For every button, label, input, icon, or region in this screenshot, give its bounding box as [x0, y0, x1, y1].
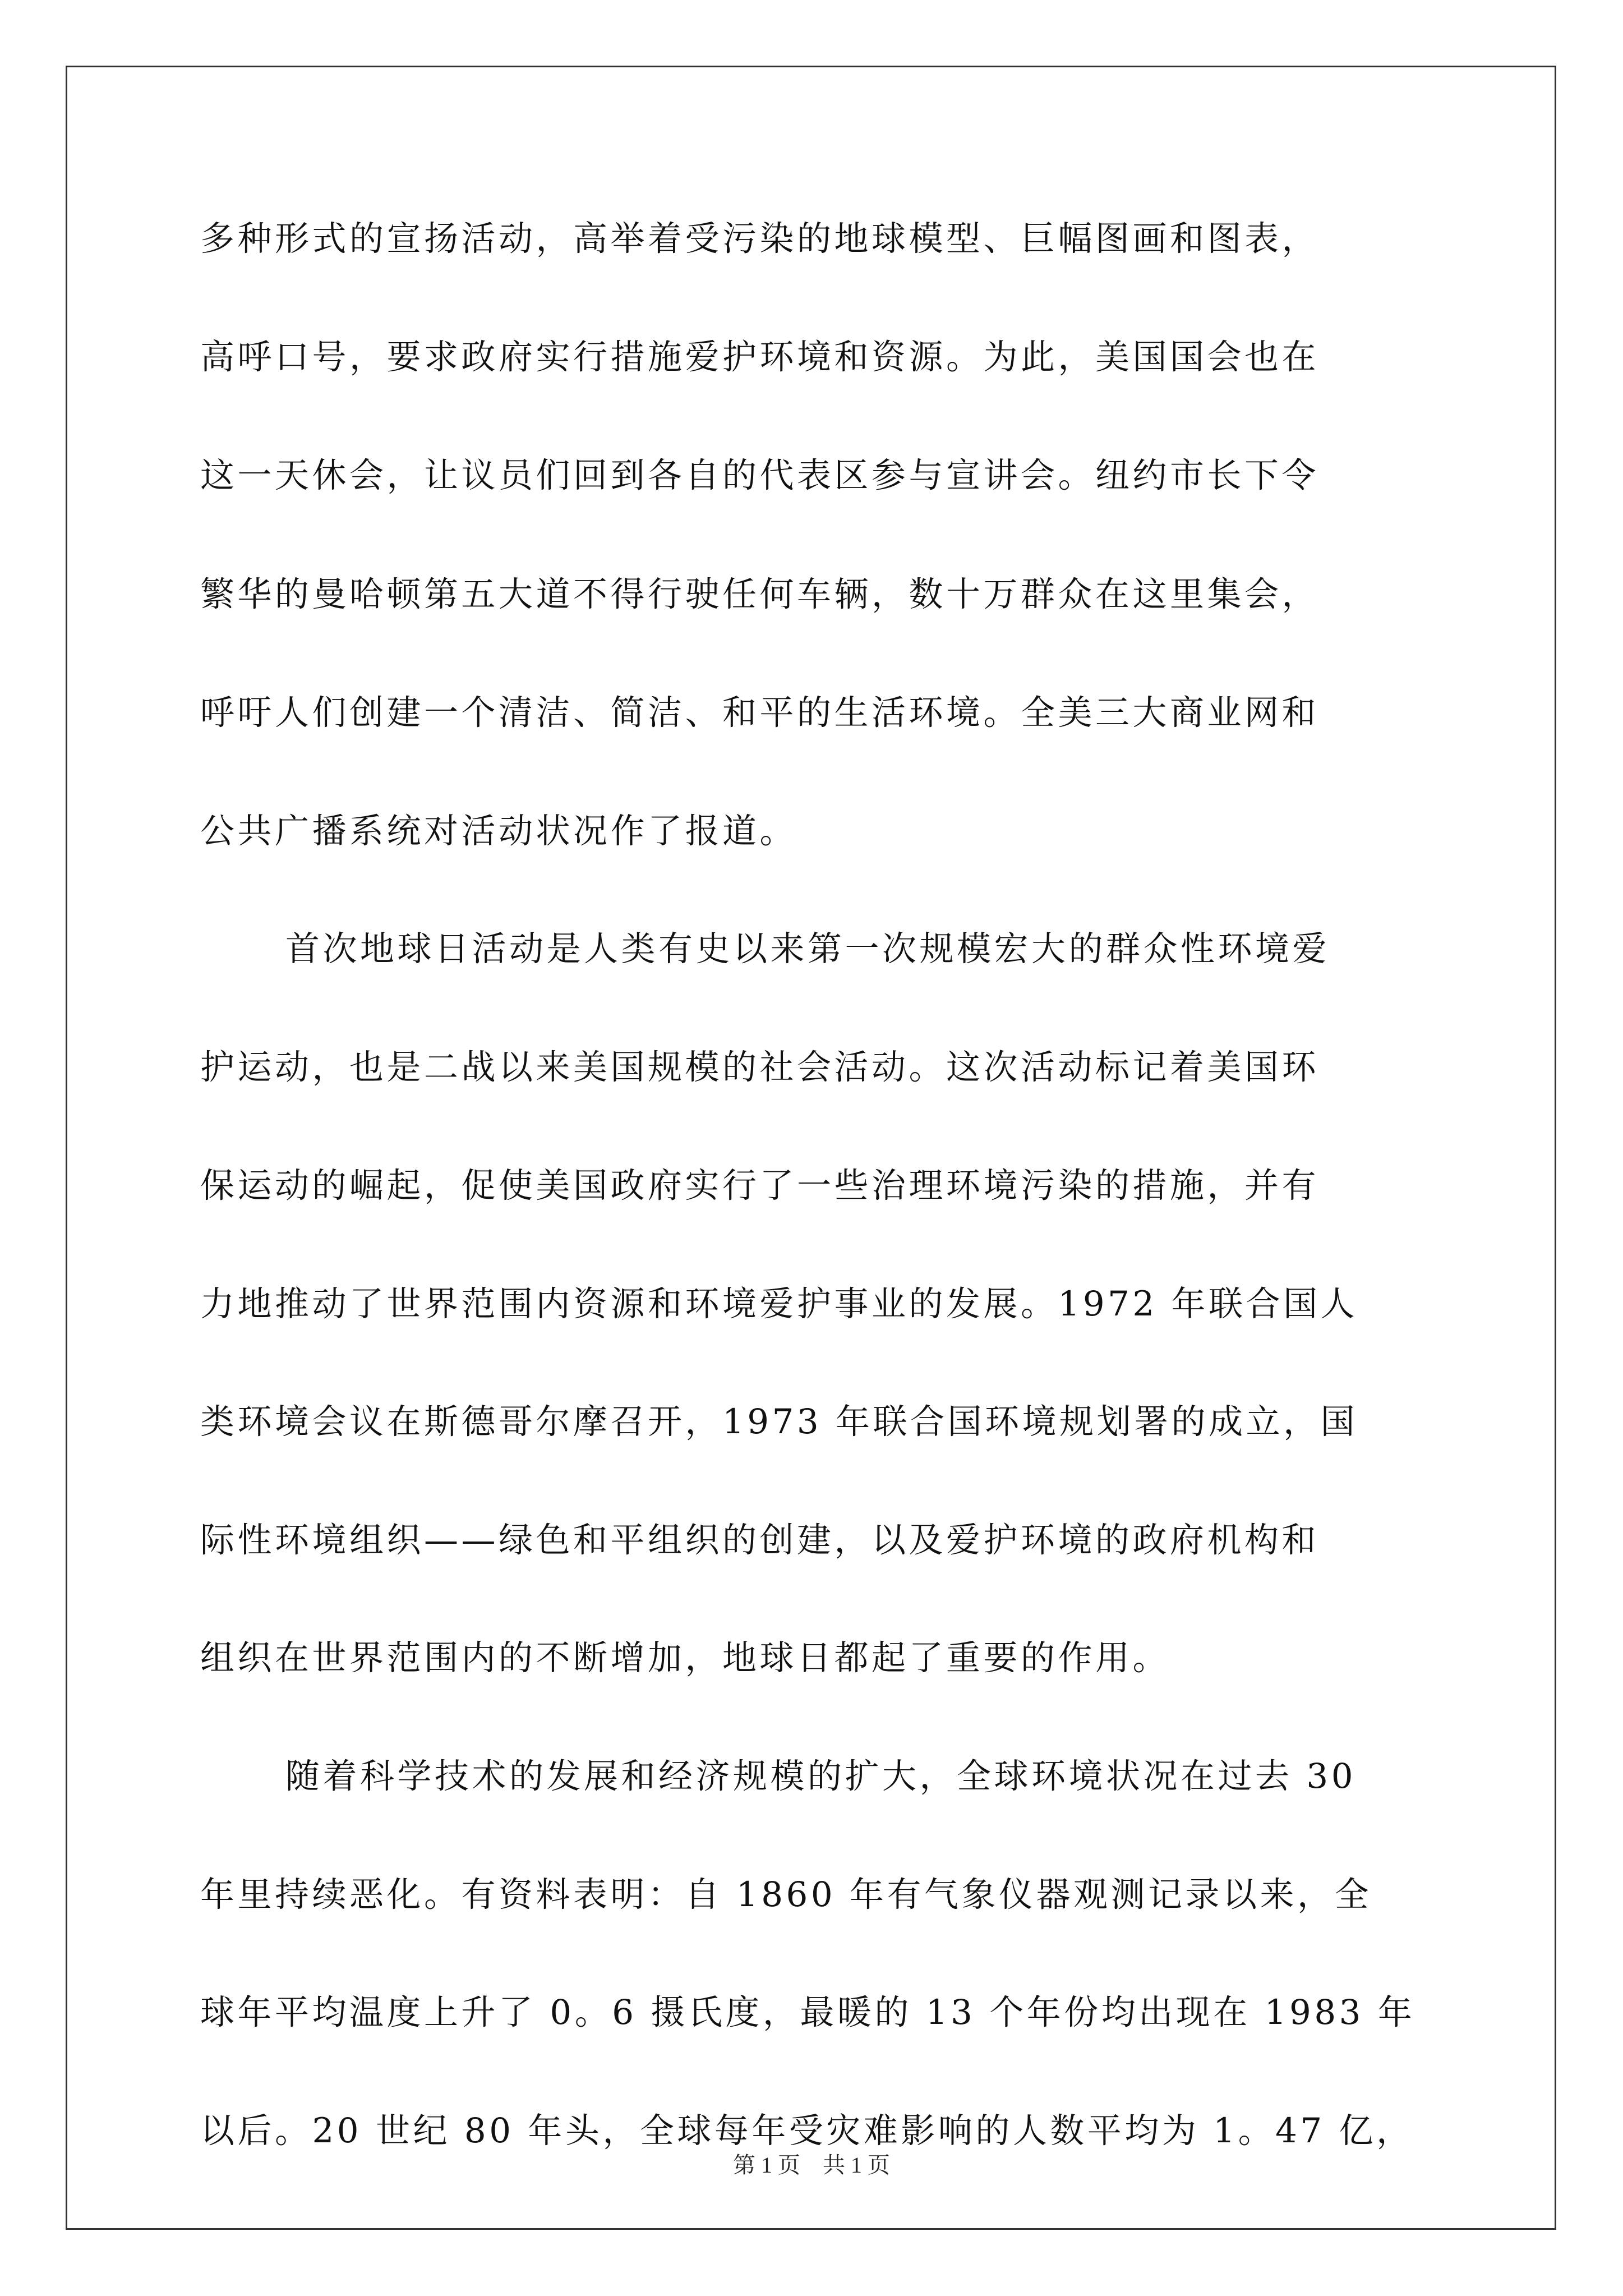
text-line: 护运动，也是二战以来美国规模的社会活动。这次活动标记着美国环: [200, 1047, 1320, 1087]
text-line: 保运动的崛起，促使美国政府实行了一些治理环境污染的措施，并有: [200, 1166, 1320, 1205]
text-line: 以后。20 世纪 80 年头，全球每年受灾难影响的人数平均为 1。47 亿，: [200, 2111, 1414, 2151]
text-line: 公共广播系统对活动状况作了报道。: [200, 811, 797, 851]
text-line: 这一天休会，让议员们回到各自的代表区参与宣讲会。纽约市长下令: [200, 455, 1320, 495]
text-line: 繁华的曼哈顿第五大道不得行驶任何车辆，数十万群众在这里集会，: [200, 574, 1320, 614]
text-line: 际性环境组织——绿色和平组织的创建，以及爱护环境的政府机构和: [200, 1520, 1320, 1560]
text-line: 力地推动了世界范围内资源和环境爱护事业的发展。1972 年联合国人: [200, 1284, 1358, 1324]
text-line: 类环境会议在斯德哥尔摩召开，1973 年联合国环境规划署的成立，国: [200, 1402, 1358, 1442]
text-line: 高呼口号，要求政府实行措施爱护环境和资源。为此，美国国会也在: [200, 337, 1320, 377]
text-line: 首次地球日活动是人类有史以来第一次规模宏大的群众性环境爱: [285, 929, 1330, 969]
text-line: 呼吁人们创建一个清洁、简洁、和平的生活环境。全美三大商业网和: [200, 693, 1320, 733]
page-footer: 第 1 页 共 1 页: [733, 2152, 890, 2178]
text-line: 年里持续恶化。有资料表明：自 1860 年有气象仪器观测记录以来，全: [200, 1875, 1372, 1915]
text-line: 球年平均温度上升了 0。6 摄氏度，最暖的 13 个年份均出现在 1983 年: [200, 1993, 1415, 2032]
text-line: 多种形式的宣扬活动，高举着受污染的地球模型、巨幅图画和图表，: [200, 219, 1320, 259]
text-line: 组织在世界范围内的不断增加，地球日都起了重要的作用。: [200, 1638, 1170, 1678]
text-line: 随着科学技术的发展和经济规模的扩大，全球环境状况在过去 30: [285, 1756, 1357, 1796]
